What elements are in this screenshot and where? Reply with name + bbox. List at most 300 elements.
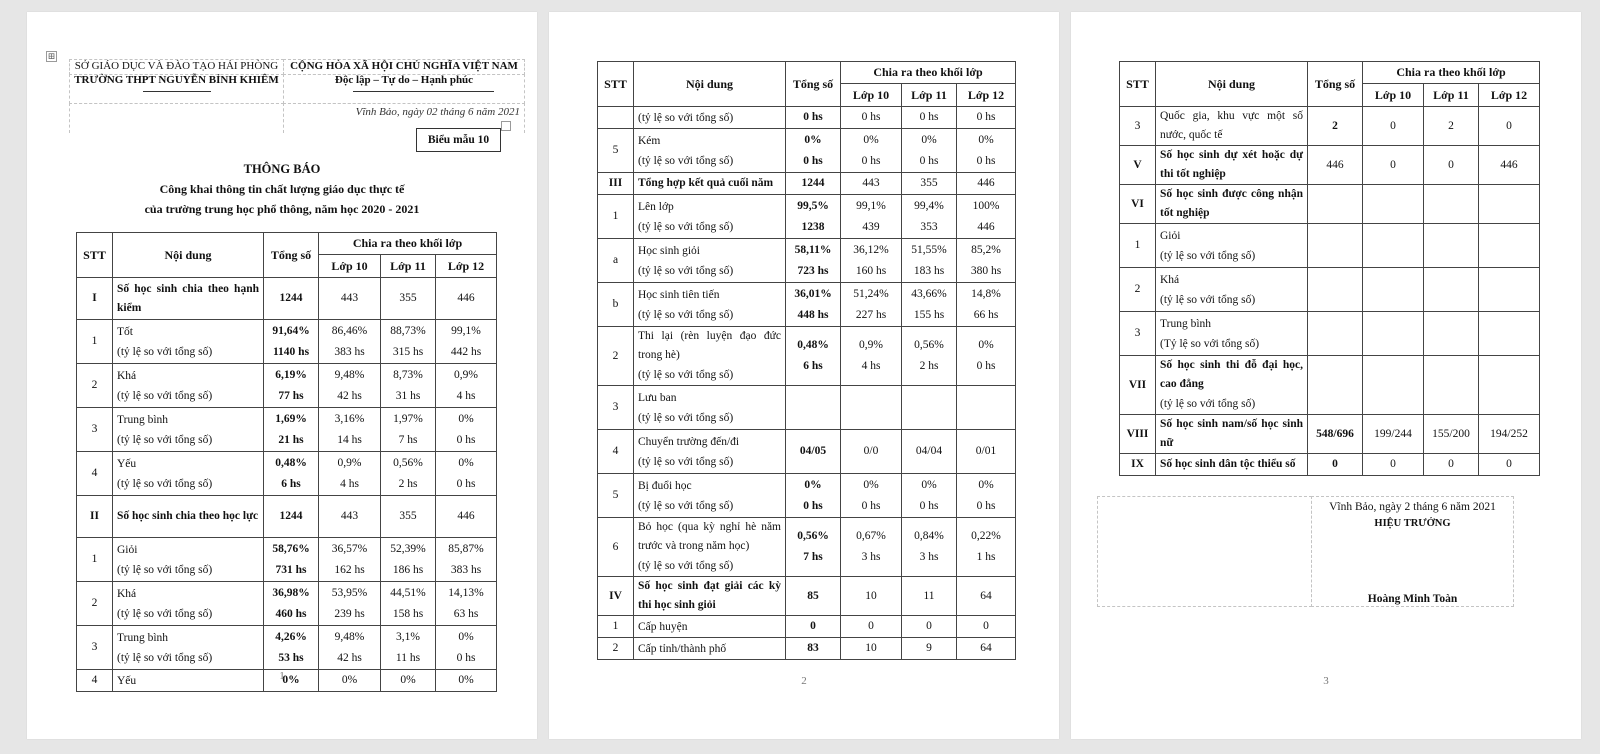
col-header-lop12: Lớp 12 xyxy=(1479,84,1540,107)
cell-lop10 xyxy=(319,452,381,496)
cell-lop12 xyxy=(436,538,497,582)
table-row xyxy=(1120,268,1540,312)
row-number: 3 xyxy=(91,641,98,653)
grade-count: 227 hs xyxy=(855,308,887,321)
row-label: Thi lại (rèn luyện đạo đức trong hè) xyxy=(638,330,781,361)
total-count: 21 hs xyxy=(278,433,304,446)
row-number: 5 xyxy=(612,489,619,501)
grade-value: 446 xyxy=(457,292,475,304)
grade-value: 36,57% xyxy=(331,542,368,555)
grade-value: 44,51% xyxy=(390,586,426,599)
col-header-chia-ra: Chia ra theo khối lớp xyxy=(319,233,497,255)
page-number: 1 xyxy=(279,670,285,682)
grade-value: 446 xyxy=(1500,158,1518,171)
grade-value: 11 xyxy=(923,589,935,602)
grade-value: 0 xyxy=(1390,458,1396,470)
row-sublabel: (tỷ lệ so với tổng số) xyxy=(117,345,213,358)
total-count: 731 hs xyxy=(275,563,307,576)
letterhead-table xyxy=(69,59,525,133)
grade-count: 4 hs xyxy=(861,360,881,372)
cell-stt xyxy=(598,195,634,239)
signature-date: Vĩnh Bảo, ngày 2 tháng 6 năm 2021 xyxy=(1329,501,1496,513)
cell-stt xyxy=(1120,224,1156,268)
row-number: VII xyxy=(1128,378,1147,391)
grade-value: 155/200 xyxy=(1432,427,1470,440)
table-row xyxy=(77,278,497,320)
cell-lop11 xyxy=(902,173,957,195)
total-count: 7 hs xyxy=(803,551,823,563)
grade-count: 0 hs xyxy=(919,499,939,512)
cell-noi-dung xyxy=(634,107,786,129)
table-row xyxy=(598,638,1016,660)
cell-lop12 xyxy=(1479,312,1540,356)
grade-value: 0% xyxy=(978,478,994,491)
grade-count: 442 hs xyxy=(450,345,482,358)
cell-lop11 xyxy=(1424,107,1479,146)
cell-lop10 xyxy=(319,626,381,670)
cell-tong-so xyxy=(1308,415,1363,454)
table-row xyxy=(598,474,1016,518)
cell-lop10 xyxy=(841,474,902,518)
row-sublabel: (tỷ lệ so với tổng số) xyxy=(117,651,213,664)
total-value: 2 xyxy=(1332,119,1338,132)
row-sublabel: (tỷ lệ so với tổng số) xyxy=(117,433,213,446)
col-header-tong-so: Tổng số xyxy=(1308,62,1363,107)
total-value: 04/05 xyxy=(799,445,827,457)
cell-lop10 xyxy=(841,518,902,577)
cell-noi-dung xyxy=(1156,185,1308,224)
cell-lop12 xyxy=(1479,415,1540,454)
cell-lop11 xyxy=(381,278,436,320)
cell-lop10 xyxy=(1363,224,1424,268)
grade-count: 0 hs xyxy=(456,651,476,664)
grade-value: 0,56% xyxy=(393,456,423,469)
table-row xyxy=(598,518,1016,577)
row-number: 1 xyxy=(612,620,619,632)
grade-count: 14 hs xyxy=(337,433,362,446)
cell-lop11 xyxy=(381,320,436,364)
cell-tong-so xyxy=(786,386,841,430)
grade-value: 10 xyxy=(865,642,877,654)
cell-lop11 xyxy=(902,327,957,386)
cell-noi-dung xyxy=(113,320,264,364)
grade-value: 85,87% xyxy=(448,542,484,555)
cell-lop12 xyxy=(436,582,497,626)
grade-count: 0 hs xyxy=(976,360,996,372)
grade-value: 0% xyxy=(978,133,994,146)
grade-value: 355 xyxy=(920,177,938,189)
cell-lop11 xyxy=(381,582,436,626)
cell-tong-so xyxy=(786,107,841,129)
cell-lop11 xyxy=(902,518,957,577)
cell-tong-so xyxy=(786,518,841,577)
grade-count: 0 hs xyxy=(861,499,881,512)
row-label: Trung bình xyxy=(117,413,169,426)
cell-stt xyxy=(1120,356,1156,415)
grade-value: 0 xyxy=(983,620,989,632)
grade-count: 155 hs xyxy=(913,308,945,321)
row-sublabel: (tỷ lệ so với tổng số) xyxy=(638,369,734,381)
cell-tong-so xyxy=(1308,107,1363,146)
cell-noi-dung xyxy=(113,538,264,582)
row-number: a xyxy=(612,254,619,266)
grade-count: 0 hs xyxy=(976,499,996,512)
cell-lop11 xyxy=(1424,268,1479,312)
row-number: 2 xyxy=(1134,283,1141,295)
row-number: 4 xyxy=(612,445,619,457)
total-value: 1244 xyxy=(279,510,303,522)
row-label: Số học sinh nam/số học sinh nữ xyxy=(1160,418,1303,449)
cell-tong-so xyxy=(786,327,841,386)
row-sublabel: (tỷ lệ so với tổng số) xyxy=(117,389,213,402)
table-row xyxy=(598,107,1016,129)
cell-lop10 xyxy=(1363,415,1424,454)
cell-stt xyxy=(1120,146,1156,185)
cell-lop12 xyxy=(957,430,1016,474)
table-row xyxy=(598,386,1016,430)
row-label: Số học sinh được công nhận tốt nghiệp xyxy=(1160,188,1303,219)
grade-count: 3 hs xyxy=(861,551,881,563)
cell-lop12 xyxy=(957,283,1016,327)
row-label: Chuyển trường đến/đi xyxy=(638,435,740,448)
cell-lop12 xyxy=(957,173,1016,195)
grade-value: 0 xyxy=(1448,158,1454,171)
grade-value: 3,16% xyxy=(334,412,365,425)
grade-value: 1,97% xyxy=(393,412,423,425)
cell-tong-so xyxy=(786,430,841,474)
grade-value: 0% xyxy=(458,674,474,686)
cell-lop11 xyxy=(1424,312,1479,356)
table-row xyxy=(598,577,1016,616)
grade-value: 2 xyxy=(1448,119,1454,132)
row-label: (tỷ lệ so với tổng số) xyxy=(638,111,734,124)
cell-noi-dung xyxy=(113,364,264,408)
grade-count: 4 hs xyxy=(456,389,476,402)
grade-value: 446 xyxy=(977,177,995,189)
cell-noi-dung xyxy=(1156,268,1308,312)
grade-value: 9,48% xyxy=(334,630,365,643)
grade-value: 0 xyxy=(868,620,874,632)
grade-value: 04/04 xyxy=(915,445,943,457)
total-value: 0% xyxy=(282,674,300,686)
row-label: Bị đuổi học xyxy=(638,479,692,492)
cell-lop12 xyxy=(957,616,1016,638)
grade-value: 0% xyxy=(863,478,879,491)
total-value: 83 xyxy=(807,642,819,654)
grade-count: 2 hs xyxy=(398,477,418,490)
table-row xyxy=(598,239,1016,283)
cell-lop11 xyxy=(902,107,957,129)
grade-value: 8,73% xyxy=(393,368,423,381)
grade-value: 0 hs xyxy=(976,111,996,123)
quality-table-part-3 xyxy=(1119,61,1540,476)
col-header-chia-ra: Chia ra theo khối lớp xyxy=(841,62,1016,84)
row-label: Số học sinh thi đỗ đại học, cao đẳng xyxy=(1160,359,1303,390)
col-header-lop11: Lớp 11 xyxy=(902,84,957,107)
cell-stt xyxy=(598,327,634,386)
grade-value: 355 xyxy=(399,510,417,522)
grade-value: 0,9% xyxy=(859,339,883,351)
table-row xyxy=(598,616,1016,638)
grade-value: 355 xyxy=(399,292,417,304)
cell-lop10 xyxy=(841,327,902,386)
row-label: Yếu xyxy=(117,674,137,687)
grade-value: 0,84% xyxy=(914,530,944,542)
cell-lop10 xyxy=(1363,312,1424,356)
grade-value: 43,66% xyxy=(911,287,947,300)
cell-lop11 xyxy=(1424,146,1479,185)
cell-lop11 xyxy=(381,496,436,538)
cell-lop11 xyxy=(1424,356,1479,415)
cell-lop10 xyxy=(841,107,902,129)
grade-value: 199/244 xyxy=(1374,427,1412,440)
total-value: 1244 xyxy=(279,292,303,304)
cell-stt xyxy=(1120,312,1156,356)
cell-lop10 xyxy=(841,173,902,195)
row-label: Số học sinh dự xét hoặc dự thi tốt nghiệp xyxy=(1160,149,1303,180)
grade-count: 63 hs xyxy=(453,607,479,620)
cell-tong-so xyxy=(1308,224,1363,268)
row-label: Số học sinh dân tộc thiểu số xyxy=(1160,458,1296,470)
row-label: Yếu xyxy=(117,457,137,470)
grade-value: 0 xyxy=(1390,158,1396,171)
grade-count: 380 hs xyxy=(970,264,1002,277)
row-label: Số học sinh đạt giải các kỳ thi học sinh giỏi xyxy=(638,580,781,611)
table-row xyxy=(598,129,1016,173)
table-row xyxy=(77,582,497,626)
total-value: 0% xyxy=(804,478,822,491)
col-header-stt: STT xyxy=(1120,62,1156,107)
col-header-lop12: Lớp 12 xyxy=(957,84,1016,107)
grade-value: 51,24% xyxy=(853,287,889,300)
cell-stt xyxy=(77,320,113,364)
cell-noi-dung xyxy=(634,327,786,386)
cell-noi-dung xyxy=(113,278,264,320)
cell-tong-so xyxy=(1308,146,1363,185)
cell-tong-so xyxy=(1308,356,1363,415)
cell-tong-so xyxy=(786,577,841,616)
cell-tong-so xyxy=(786,239,841,283)
grade-value: 14,8% xyxy=(971,287,1001,300)
row-label: Học sinh tiên tiến xyxy=(638,288,720,301)
col-header-noi-dung: Nội dung xyxy=(1156,62,1308,107)
row-sublabel: (tỷ lệ so với tổng số) xyxy=(638,560,734,572)
row-label: Kém xyxy=(638,134,661,147)
total-count: 1140 hs xyxy=(272,345,310,358)
grade-count: 3 hs xyxy=(919,551,939,563)
row-label: Giỏi xyxy=(1160,229,1181,242)
grade-count: 0 hs xyxy=(456,433,476,446)
table-resize-handle-icon[interactable] xyxy=(501,121,511,131)
col-header-lop11: Lớp 11 xyxy=(381,255,436,278)
grade-value: 0/0 xyxy=(863,445,879,457)
row-sublabel: (tỷ lệ so với tổng số) xyxy=(638,499,734,512)
grade-value: 99,4% xyxy=(914,199,944,212)
cell-noi-dung xyxy=(634,283,786,327)
cell-lop12 xyxy=(1479,268,1540,312)
col-header-noi-dung: Nội dung xyxy=(113,233,264,278)
grade-value: 0,22% xyxy=(971,530,1001,542)
cell-noi-dung xyxy=(1156,415,1308,454)
col-header-noi-dung: Nội dung xyxy=(634,62,786,107)
cell-noi-dung xyxy=(634,386,786,430)
cell-noi-dung xyxy=(634,195,786,239)
row-sublabel: (tỷ lệ so với tổng số) xyxy=(1160,398,1256,410)
table-row xyxy=(77,320,497,364)
cell-tong-so xyxy=(264,626,319,670)
national-motto: Độc lập – Tự do – Hạnh phúc xyxy=(334,74,474,86)
grade-count: 315 hs xyxy=(392,345,424,358)
cell-stt xyxy=(598,107,634,129)
row-label: Giỏi xyxy=(117,543,138,556)
grade-value: 10 xyxy=(865,589,877,602)
total-value: 99,5% xyxy=(797,199,829,212)
cell-stt xyxy=(598,616,634,638)
table-row xyxy=(1120,146,1540,185)
cell-lop12 xyxy=(957,107,1016,129)
document-page-3 xyxy=(1071,12,1581,739)
total-count: 0 hs xyxy=(803,499,823,512)
grade-value: 0% xyxy=(458,630,474,643)
row-number: 3 xyxy=(91,423,98,435)
signature-role: HIỆU TRƯỞNG xyxy=(1374,518,1451,529)
row-number: 2 xyxy=(91,379,98,391)
row-sublabel: (tỷ lệ so với tổng số) xyxy=(1160,293,1256,306)
cell-noi-dung xyxy=(113,452,264,496)
cell-stt xyxy=(598,173,634,195)
grade-count: 383 hs xyxy=(450,563,482,576)
form-label: Biểu mẫu 10 xyxy=(416,128,501,152)
cell-lop12 xyxy=(957,518,1016,577)
grade-value: 0 xyxy=(1390,119,1396,132)
cell-tong-so xyxy=(264,582,319,626)
quality-table-part-2 xyxy=(597,61,1016,660)
grade-value: 0 xyxy=(1448,458,1454,470)
grade-count: 2 hs xyxy=(919,360,939,372)
cell-tong-so xyxy=(1308,268,1363,312)
cell-lop10 xyxy=(841,129,902,173)
cell-noi-dung xyxy=(634,474,786,518)
cell-lop11 xyxy=(902,129,957,173)
row-label: Khá xyxy=(117,587,137,600)
table-row xyxy=(1120,185,1540,224)
row-number: 1 xyxy=(91,335,98,347)
total-count: 723 hs xyxy=(797,264,829,277)
row-label: Học sinh giỏi xyxy=(638,244,700,257)
total-count: 53 hs xyxy=(278,651,304,664)
grade-count: 158 hs xyxy=(392,607,424,620)
col-header-stt: STT xyxy=(598,62,634,107)
cell-tong-so xyxy=(1308,454,1363,476)
total-value: 0% xyxy=(804,133,822,146)
cell-lop12 xyxy=(436,320,497,364)
table-row xyxy=(598,173,1016,195)
col-header-lop10: Lớp 10 xyxy=(841,84,902,107)
page-number: 2 xyxy=(801,675,807,687)
cell-noi-dung xyxy=(634,173,786,195)
total-value: 85 xyxy=(807,589,819,602)
signature-block xyxy=(1097,496,1514,607)
row-label: Số học sinh chia theo hạnh kiểm xyxy=(117,282,259,314)
cell-lop10 xyxy=(319,538,381,582)
row-sublabel: (tỷ lệ so với tổng số) xyxy=(117,477,213,490)
grade-value: 0 xyxy=(1506,458,1512,470)
table-move-handle-icon[interactable]: ⊞ xyxy=(47,51,56,61)
row-number: I xyxy=(92,292,97,304)
cell-lop11 xyxy=(902,283,957,327)
grade-value: 0,67% xyxy=(856,530,886,542)
row-label: Cấp huyện xyxy=(638,620,688,633)
cell-noi-dung xyxy=(1156,224,1308,268)
col-header-lop10: Lớp 10 xyxy=(1363,84,1424,107)
total-value: 36,98% xyxy=(272,586,310,599)
grade-count: 446 xyxy=(977,220,995,233)
cell-lop12 xyxy=(957,195,1016,239)
total-count: 460 hs xyxy=(275,607,307,620)
cell-stt xyxy=(598,239,634,283)
cell-stt xyxy=(77,496,113,538)
cell-tong-so xyxy=(264,278,319,320)
grade-value: 86,46% xyxy=(331,324,368,337)
cell-stt xyxy=(1120,107,1156,146)
grade-value: 0% xyxy=(921,133,937,146)
total-value: 58,76% xyxy=(272,542,310,555)
table-row xyxy=(77,408,497,452)
cell-lop11 xyxy=(381,538,436,582)
table-row xyxy=(1120,356,1540,415)
row-sublabel: (tỷ lệ so với tổng số) xyxy=(638,455,734,468)
table-row xyxy=(77,626,497,670)
cell-noi-dung xyxy=(113,408,264,452)
col-header-lop11: Lớp 11 xyxy=(1424,84,1479,107)
col-header-tong-so: Tổng số xyxy=(264,233,319,278)
cell-lop11 xyxy=(902,616,957,638)
grade-value: 36,12% xyxy=(853,243,889,256)
grade-value: 53,95% xyxy=(331,586,368,599)
grade-value: 0,9% xyxy=(337,456,362,469)
cell-lop10 xyxy=(841,195,902,239)
cell-tong-so xyxy=(786,129,841,173)
school-name: TRƯỜNG THPT NGUYỄN BỈNH KHIÊM xyxy=(74,74,279,86)
cell-lop12 xyxy=(1479,107,1540,146)
row-label: Bỏ học (qua kỳ nghỉ hè năm trước và trong năm học) xyxy=(638,521,781,552)
cell-stt xyxy=(77,364,113,408)
row-number: 4 xyxy=(91,674,98,686)
cell-lop11 xyxy=(1424,454,1479,476)
cell-tong-so xyxy=(786,616,841,638)
cell-noi-dung xyxy=(1156,356,1308,415)
grade-value: 443 xyxy=(340,510,359,522)
total-count: 0 hs xyxy=(803,154,823,167)
grade-count: 31 hs xyxy=(395,389,421,402)
table-row xyxy=(77,496,497,538)
cell-lop11 xyxy=(381,364,436,408)
total-value: 4,26% xyxy=(275,630,307,643)
cell-noi-dung xyxy=(1156,312,1308,356)
grade-value: 0,9% xyxy=(454,368,478,381)
grade-count: 353 xyxy=(920,220,938,233)
cell-lop12 xyxy=(1479,185,1540,224)
row-number: 1 xyxy=(1134,239,1141,251)
grade-value: 443 xyxy=(862,177,880,189)
cell-lop11 xyxy=(381,626,436,670)
cell-lop12 xyxy=(957,239,1016,283)
cell-lop12 xyxy=(436,452,497,496)
row-number: 2 xyxy=(612,642,619,654)
cell-lop11 xyxy=(902,474,957,518)
cell-tong-so xyxy=(786,173,841,195)
row-sublabel: (tỷ lệ so với tổng số) xyxy=(1160,249,1256,262)
